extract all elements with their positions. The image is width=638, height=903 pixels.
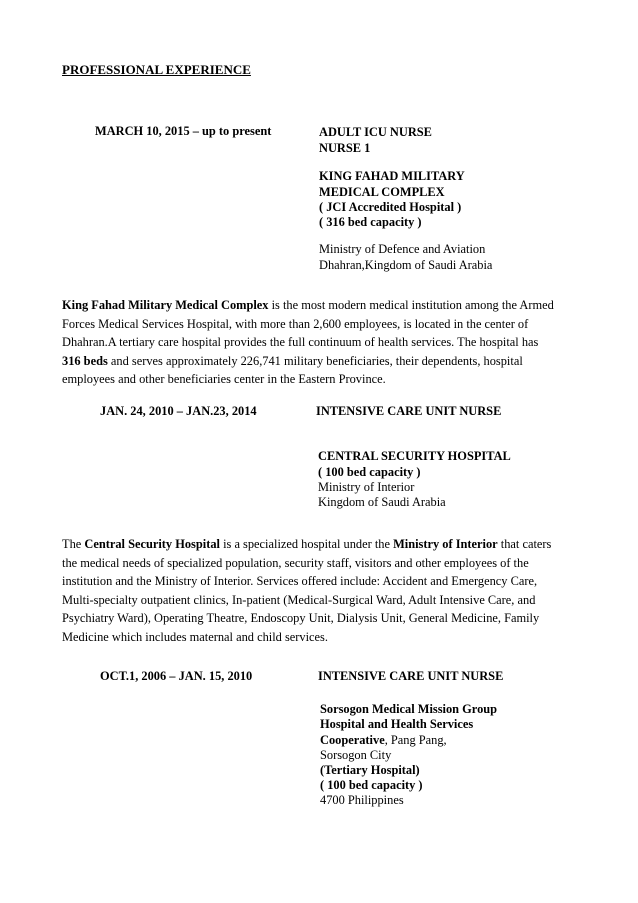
job3-postal: 4700 Philippines (320, 793, 404, 807)
bold-text: Ministry of Interior (393, 537, 498, 551)
job3-title: INTENSIVE CARE UNIT NURSE (318, 669, 504, 683)
job2-description (62, 535, 582, 646)
text-run: The (62, 537, 85, 551)
job2-title: INTENSIVE CARE UNIT NURSE (316, 404, 502, 418)
job1-location: Dhahran,Kingdom of Saudi Arabia (319, 258, 493, 272)
text-run: Dhahran.A tertiary care hospital provides the full continuum of health services. The hospital has (62, 335, 539, 349)
job1-accreditation: ( JCI Accredited Hospital ) (319, 200, 462, 214)
text-run: institution and the Ministry of Interior. Services offered include: Accident and Emergency Care, (62, 574, 538, 588)
bold-text: King Fahad Military Medical Complex (62, 298, 269, 312)
job1-description (62, 296, 582, 389)
job2-capacity: ( 100 bed capacity ) (318, 465, 421, 479)
job3-employer-address: , Pang Pang, (384, 733, 447, 747)
desc-line (62, 535, 582, 554)
job1-title: ADULT ICU NURSE (319, 125, 432, 139)
text-run: is the most modern medical institution among the Armed (268, 298, 554, 312)
job1-employer-line1: KING FAHAD MILITARY (319, 169, 465, 183)
job1-capacity: ( 316 bed capacity ) (319, 215, 422, 229)
text-run: Psychiatry Ward), Operating Theatre, Endoscopy Unit, Dialysis Unit, General Medicine, Family (62, 611, 540, 625)
desc-line (62, 572, 582, 591)
text-run: Multi-specialty outpatient clinics, In-patient (Medical-Surgical Ward, Adult Intensive Care, and (62, 592, 536, 607)
job3-capacity: ( 100 bed capacity ) (320, 778, 423, 792)
desc-line (62, 609, 582, 628)
text-run: is a specialized hospital under the (219, 537, 394, 551)
bold-text: Central Security Hospital (84, 537, 220, 551)
desc-line (62, 315, 582, 334)
job1-employer-line2: MEDICAL COMPLEX (319, 185, 445, 199)
job3-employer-cooperative: Cooperative (320, 733, 385, 747)
desc-line (62, 333, 582, 352)
text-run: Forces Medical Services Hospital, with more than 2,600 employees, is located in the center of (62, 316, 529, 331)
job1-subtitle: NURSE 1 (319, 141, 371, 155)
job3-employer-line3 (320, 732, 447, 748)
job2-ministry: Ministry of Interior (318, 480, 415, 494)
text-run: that caters (497, 537, 552, 551)
text-run: employees and other beneficiaries center in the Eastern Province. (62, 372, 386, 386)
bold-text: 316 beds (62, 353, 108, 368)
text-run: Medicine which includes maternal and child services. (62, 629, 328, 644)
section-heading: PROFESSIONAL EXPERIENCE (62, 62, 251, 77)
job3-type: (Tertiary Hospital) (320, 763, 420, 777)
text-run: and serves approximately 226,741 military beneficiaries, their dependents, hospital (107, 353, 523, 368)
desc-line (62, 554, 582, 573)
desc-line (62, 352, 582, 371)
desc-line (62, 591, 582, 610)
job2-date: JAN. 24, 2010 – JAN.23, 2014 (100, 404, 257, 418)
desc-line (62, 296, 582, 315)
job1-ministry: Ministry of Defence and Aviation (319, 242, 486, 256)
job3-date: OCT.1, 2006 – JAN. 15, 2010 (100, 669, 253, 683)
job2-employer: CENTRAL SECURITY HOSPITAL (318, 449, 511, 463)
job2-location: Kingdom of Saudi Arabia (318, 495, 446, 509)
job3-employer-line1: Sorsogon Medical Mission Group (320, 702, 498, 716)
job3-city: Sorsogon City (320, 748, 392, 762)
job3-employer-line2: Hospital and Health Services (320, 717, 474, 731)
desc-line (62, 370, 582, 389)
desc-line (62, 628, 582, 647)
job1-date: MARCH 10, 2015 – up to present (95, 124, 272, 138)
text-run: the medical needs of specialized population, security staff, visitors and other employees of the (62, 555, 529, 570)
